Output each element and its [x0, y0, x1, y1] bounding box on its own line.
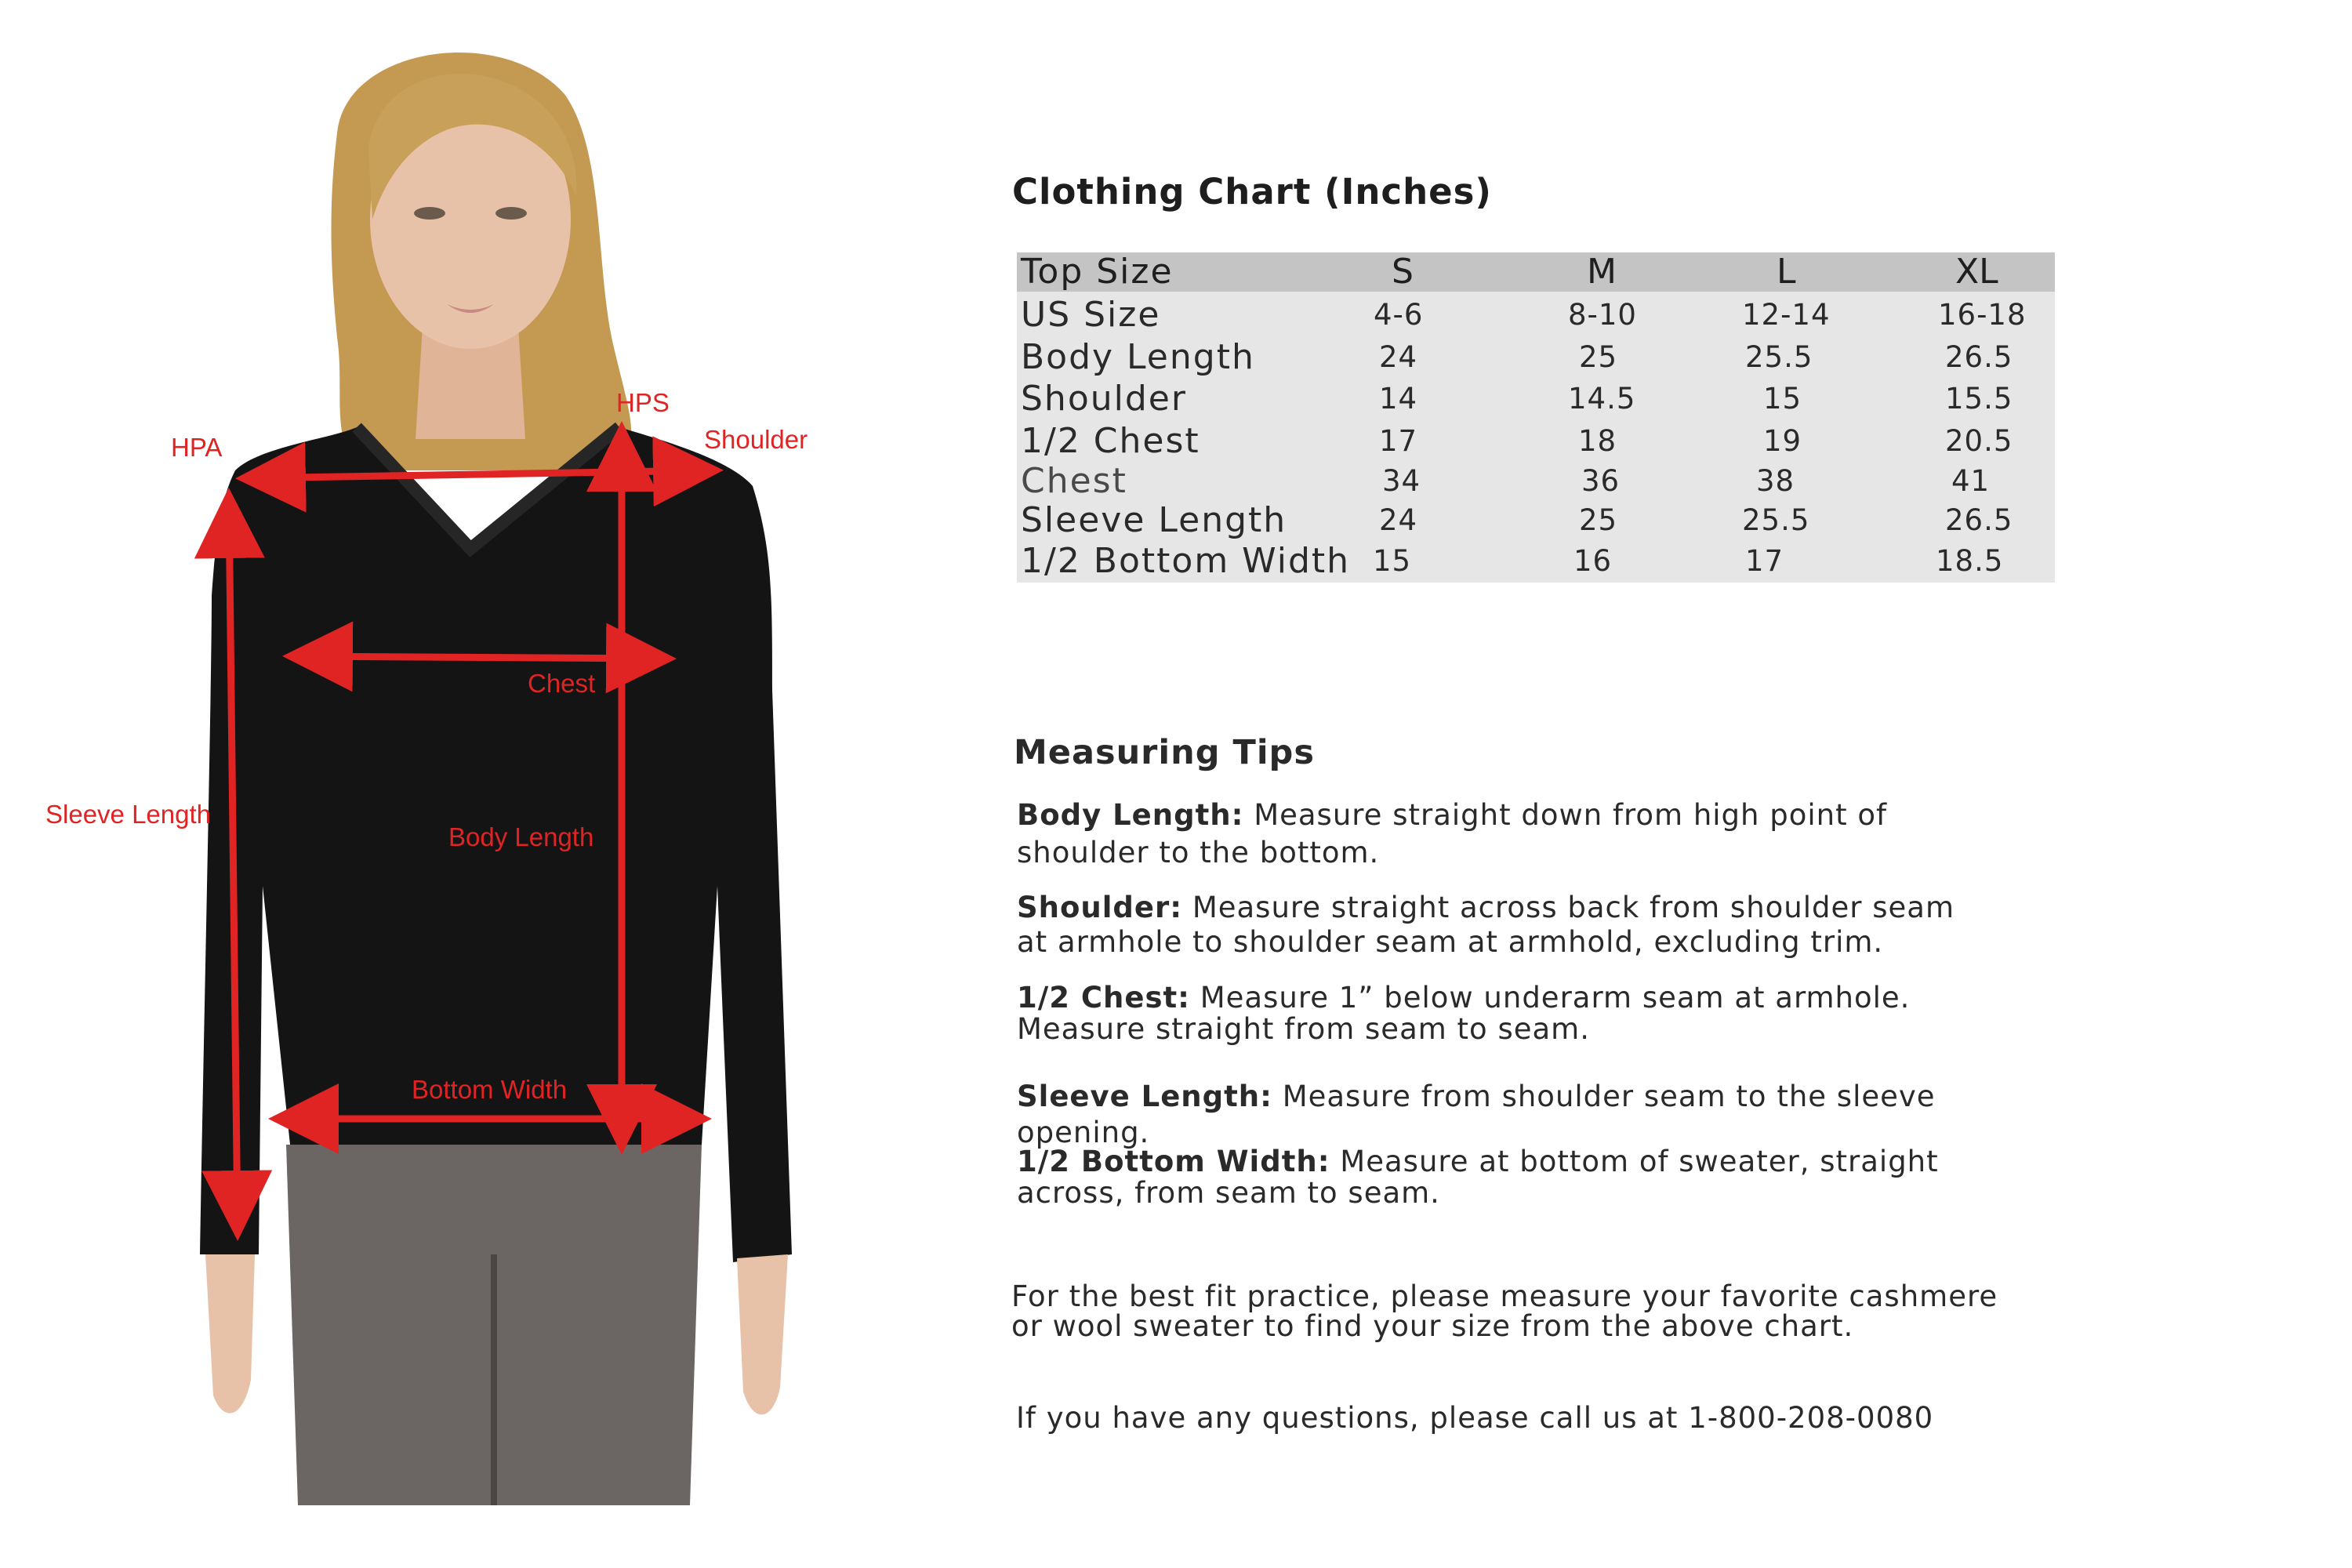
- model-illustration: [0, 0, 941, 1568]
- cell-m: 16: [1573, 544, 1613, 578]
- body-length-label: Body Length: [448, 822, 594, 851]
- cell-m: 18: [1578, 424, 1617, 458]
- chest-label: Chest: [528, 669, 596, 698]
- cell-l: 12-14: [1742, 298, 1831, 332]
- tip-term: Shoulder:: [1017, 891, 1183, 924]
- table-row-shoulder: [1017, 378, 2055, 420]
- cell-xl: 26.5: [1945, 503, 2013, 537]
- cell-l: 15: [1763, 382, 1802, 416]
- table-row-half-bottom-width: [1017, 540, 2055, 583]
- cell-xl: 20.5: [1945, 424, 2013, 458]
- hpa-label: HPA: [171, 433, 223, 462]
- tip-term: Body Length:: [1017, 798, 1244, 832]
- tip-shoulder: [1017, 891, 1989, 960]
- cell-l: 17: [1745, 544, 1784, 578]
- cell-s: 15: [1373, 544, 1412, 578]
- cell-m: 25: [1579, 503, 1618, 537]
- contact-note: If you have any questions, please call us at 1-800-208-0080: [1016, 1401, 1934, 1435]
- tip-term: 1/2 Bottom Width:: [1017, 1145, 1330, 1178]
- row-label: 1/2 Chest: [1021, 421, 1200, 461]
- table-row-sleeve-length: [1017, 499, 2055, 542]
- cell-xl: 26.5: [1945, 340, 2013, 374]
- row-label: 1/2 Bottom Width: [1021, 541, 1351, 581]
- chart-title: Clothing Chart (Inches): [1012, 171, 1492, 212]
- sleeve-length-label: Sleeve Length: [45, 800, 212, 829]
- cell-m: 8-10: [1568, 298, 1637, 332]
- model-figure: [0, 0, 941, 1568]
- left-eye: [414, 207, 445, 220]
- table-row-us-size: [1017, 294, 2055, 336]
- tip-text: Measure at bottom of sweater, straight across, from seam to seam.: [1017, 1145, 1939, 1210]
- left-hand: [205, 1254, 255, 1414]
- cell-xl: 18.5: [1936, 544, 2004, 578]
- tip-body-length: [1017, 797, 2013, 872]
- cell-s: 24: [1379, 503, 1418, 537]
- size-table: [1017, 252, 2055, 583]
- cell-s: 34: [1382, 464, 1421, 498]
- header-size-s: S: [1392, 252, 1414, 292]
- header-size-m: M: [1587, 252, 1617, 292]
- tip-half-bottom-width: [1017, 1146, 2013, 1209]
- size-table-header: [1017, 252, 2055, 292]
- cell-xl: 15.5: [1945, 382, 2013, 416]
- cell-xl: 41: [1951, 464, 1991, 498]
- tip-half-chest: [1017, 982, 2028, 1045]
- chest-arrow: [296, 656, 662, 659]
- right-eye: [495, 207, 527, 220]
- cell-m: 25: [1579, 340, 1618, 374]
- bottom-width-label: Bottom Width: [412, 1075, 568, 1104]
- tip-text: Measure straight across back from shoulder seam at armhole to shoulder seam at armhold, excluding trim.: [1017, 891, 1955, 959]
- cell-xl: 16-18: [1938, 298, 2027, 332]
- row-label: US Size: [1021, 295, 1161, 335]
- cell-s: 4-6: [1374, 298, 1424, 332]
- tip-sleeve-length: [1017, 1079, 2060, 1151]
- cell-l: 25.5: [1745, 340, 1813, 374]
- table-row-half-chest: [1017, 420, 2055, 463]
- cell-m: 14.5: [1568, 382, 1636, 416]
- cell-s: 14: [1379, 382, 1418, 416]
- tip-term: 1/2 Chest:: [1017, 981, 1190, 1014]
- tip-text: Measure from shoulder seam to the sleeve opening.: [1017, 1080, 1936, 1149]
- cell-l: 38: [1756, 464, 1795, 498]
- cell-s: 17: [1379, 424, 1418, 458]
- row-label: Body Length: [1021, 337, 1255, 377]
- row-label: Shoulder: [1021, 379, 1187, 419]
- tips-title: Measuring Tips: [1014, 733, 1315, 772]
- row-label: Chest: [1021, 461, 1127, 501]
- cell-m: 36: [1581, 464, 1621, 498]
- header-size-xl: XL: [1955, 252, 1998, 292]
- tip-term: Sleeve Length:: [1017, 1080, 1272, 1113]
- cell-l: 25.5: [1742, 503, 1810, 537]
- header-label: Top Size: [1021, 252, 1174, 292]
- tip-text: Measure straight down from high point of shoulder to the bottom.: [1017, 798, 1888, 869]
- header-size-l: L: [1777, 252, 1796, 292]
- table-row-chest: [1017, 460, 2055, 503]
- hps-label: HPS: [616, 388, 670, 417]
- row-label: Sleeve Length: [1021, 500, 1287, 540]
- right-hand: [737, 1254, 788, 1414]
- shoulder-label: Shoulder: [704, 425, 808, 454]
- table-row-body-length: [1017, 336, 2055, 379]
- tip-text: Measure 1” below underarm seam at armhole. Measure straight from seam to seam.: [1017, 981, 1911, 1046]
- cell-s: 24: [1379, 340, 1418, 374]
- cell-l: 19: [1763, 424, 1802, 458]
- fit-note: For the best fit practice, please measure your favorite cashmere or wool sweater to find your size from the above chart.: [1011, 1279, 1998, 1343]
